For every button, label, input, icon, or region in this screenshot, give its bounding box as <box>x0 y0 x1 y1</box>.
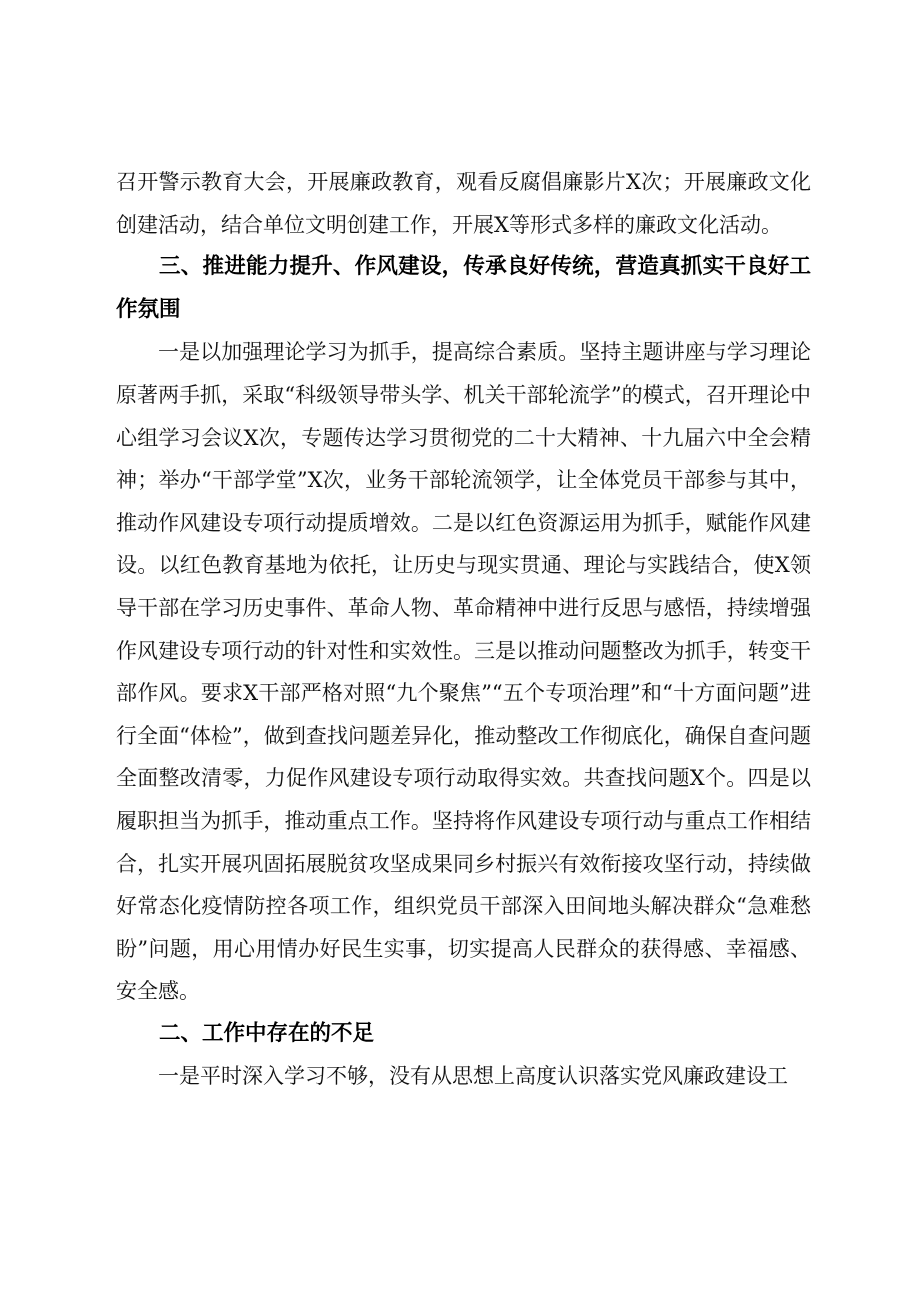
section-heading-three: 三、推进能力提升、作风建设，传承良好传统，营造真抓实干良好工作氛围 <box>116 254 811 322</box>
document-body <box>116 161 811 1098</box>
paragraph-section-three-body: 一是以加强理论学习为抓手，提高综合素质。坚持主题讲座与学习理论原著两手抓，采取“科级领导带头学、机关干部轮流学”的模式，召开理论中心组学习会议X次，专题传达学习贯彻党的二十大精神、十九届六中全会精神；举办“干部学堂”X次，业务干部轮流领学，让全体党员干部参与其中，推动作风建设专项行动提质增效。二是以红色资源运用为抓手，赋能作风建设。以红色教育基地为依托，让历史与现实贯通、理论与实践结合，使X领导干部在学习历史事件、革命人物、革命精神中进行反思与感悟，持续增强作风建设专项行动的针对性和实效性。三是以推动问题整改为抓手，转变干部作风。要求X干部严格对照“九个聚焦”“五个专项治理”和“十方面问题”进行全面“体检”，做到查找问题差异化，推动整改工作彻底化，确保自查问题全面整改清零，力促作风建设专项行动取得实效。共查找问题X个。四是以履职担当为抓手，推动重点工作。坚持将作风建设专项行动与重点工作相结合，扎实开展巩固拓展脱贫攻坚成果同乡村振兴有效衔接攻坚行动，持续做好常态化疫情防控各项工作，组织党员干部深入田间地头解决群众“急难愁盼”问题，用心用情办好民生实事，切实提高人民群众的获得感、幸福感、安全感。 <box>116 340 811 1004</box>
section-heading-shortcomings: 二、工作中存在的不足 <box>159 1020 375 1046</box>
paragraph-continuation: 召开警示教育大会，开展廉政教育，观看反腐倡廉影片X次；开展廉政文化创建活动，结合单位文明创建工作，开展X等形式多样的廉政文化活动。 <box>116 170 811 237</box>
paragraph-shortcomings-body: 一是平时深入学习不够，没有从思想上高度认识落实党风廉政建设工 <box>158 1064 788 1089</box>
